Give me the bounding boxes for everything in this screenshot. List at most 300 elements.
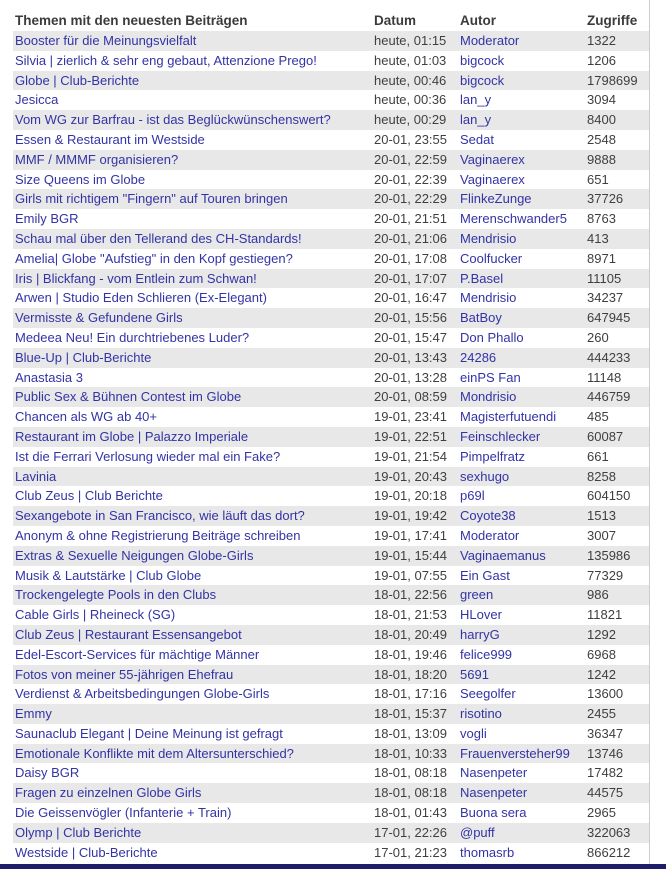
topic-link[interactable]: Olymp | Club Berichte: [15, 824, 142, 840]
author-cell: [458, 843, 585, 863]
author-link[interactable]: Vaginaerex: [460, 171, 525, 187]
topic-link[interactable]: Verdienst & Arbeitsbedingungen Globe-Girls: [15, 686, 270, 702]
topic-cell: [13, 843, 372, 863]
topic-link[interactable]: Emmy: [15, 706, 52, 722]
topic-cell: [13, 763, 372, 783]
topic-cell: [13, 486, 372, 506]
topic-date: 20-01, 23:55: [374, 131, 448, 147]
topic-cell: [13, 387, 372, 407]
table-row: [13, 150, 649, 170]
table-row: [13, 209, 649, 229]
author-link[interactable]: FlinkeZunge: [460, 191, 532, 207]
topic-views: 2548: [587, 131, 616, 147]
topic-link[interactable]: Medeea Neu! Ein durchtriebenes Luder?: [15, 329, 250, 345]
author-cell: [458, 763, 585, 783]
topic-link[interactable]: Die Geissenvögler (Infanterie + Train): [15, 805, 232, 821]
topic-views: 8763: [587, 211, 616, 227]
topic-cell: [13, 447, 372, 467]
topic-views: 2455: [587, 706, 616, 722]
table-row: [13, 486, 649, 506]
topic-link[interactable]: MMF / MMMF organisieren?: [15, 151, 179, 167]
table-row: [13, 348, 649, 368]
author-link[interactable]: P.Basel: [460, 270, 504, 286]
table-row: [13, 566, 649, 586]
topic-link[interactable]: Size Queens im Globe: [15, 171, 146, 187]
table-row: [13, 546, 649, 566]
topic-cell: [13, 288, 372, 308]
author-cell: [458, 269, 585, 289]
author-link[interactable]: green: [460, 587, 494, 603]
topic-date: 20-01, 21:06: [374, 230, 448, 246]
table-row: [13, 724, 649, 744]
topic-views: 3007: [587, 527, 616, 543]
table-body: [13, 31, 649, 862]
author-link[interactable]: Feinschlecker: [460, 428, 541, 444]
topic-link[interactable]: Musik & Lautstärke | Club Globe: [15, 567, 202, 583]
table-row: [13, 803, 649, 823]
author-cell: [458, 387, 585, 407]
topic-views: 11148: [587, 369, 622, 385]
topic-cell: [13, 526, 372, 546]
topic-cell: [13, 506, 372, 526]
topic-date: 19-01, 23:41: [374, 409, 448, 425]
table-row: [13, 368, 649, 388]
author-cell: [458, 625, 585, 645]
table-row: [13, 110, 649, 130]
author-link[interactable]: Moderator: [460, 33, 520, 48]
author-link[interactable]: 24286: [460, 349, 497, 365]
topic-views: 37726: [587, 191, 624, 207]
topic-link[interactable]: Globe | Club-Berichte: [15, 72, 140, 88]
topic-cell: [13, 566, 372, 586]
author-link[interactable]: Buona sera: [460, 805, 527, 821]
topic-cell: [13, 308, 372, 328]
topic-views: 135986: [587, 547, 631, 563]
table-row: [13, 71, 649, 91]
topic-views: 1798699: [587, 72, 638, 88]
topic-link[interactable]: Club Zeus | Club Berichte: [15, 488, 163, 504]
topic-date: 19-01, 20:18: [374, 488, 448, 504]
topic-link[interactable]: Emily BGR: [15, 211, 79, 227]
topic-views: 1242: [587, 666, 616, 682]
author-cell: [458, 110, 585, 130]
topic-cell: [13, 783, 372, 803]
topic-link[interactable]: Saunaclub Elegant | Deine Meinung ist gefragt: [15, 725, 283, 741]
table-row: [13, 605, 649, 625]
topic-link[interactable]: Daisy BGR: [15, 765, 80, 781]
topic-views: 77329: [587, 567, 624, 583]
topic-date: 20-01, 15:47: [374, 329, 448, 345]
topic-cell: [13, 368, 372, 388]
topic-views: 322063: [587, 824, 631, 840]
topic-cell: [13, 170, 372, 190]
author-link[interactable]: Mendrisio: [460, 230, 517, 246]
topic-views: 866212: [587, 844, 631, 860]
topic-link[interactable]: Westside | Club-Berichte: [15, 844, 158, 860]
author-link[interactable]: @puff: [460, 824, 495, 840]
author-link[interactable]: Ein Gast: [460, 567, 510, 583]
topic-views: 661: [587, 448, 609, 464]
author-cell: [458, 744, 585, 764]
table-header-row: [13, 10, 649, 31]
topic-link[interactable]: Arwen | Studio Eden Schlieren (Ex-Elegant): [15, 290, 267, 306]
topic-views: 651: [587, 171, 609, 187]
right-border-line: [649, 0, 650, 864]
author-link[interactable]: Pimpelfratz: [460, 448, 526, 464]
table-row: [13, 704, 649, 724]
author-link[interactable]: 5691: [460, 666, 489, 682]
topic-cell: [13, 803, 372, 823]
table-row: [13, 506, 649, 526]
author-cell: [458, 724, 585, 744]
topic-link[interactable]: Trockengelegte Pools in den Clubs: [15, 587, 217, 603]
topic-views: 44575: [587, 785, 624, 801]
author-cell: [458, 704, 585, 724]
table-row: [13, 645, 649, 665]
topic-date: 18-01, 20:49: [374, 626, 448, 642]
topic-date: 18-01, 01:43: [374, 805, 448, 821]
topic-date: 19-01, 15:44: [374, 547, 448, 563]
topic-link[interactable]: Chancen als WG ab 40+: [15, 409, 157, 425]
author-cell: [458, 546, 585, 566]
topic-date: 20-01, 22:59: [374, 151, 448, 167]
topic-views: 604150: [587, 488, 631, 504]
topic-link[interactable]: Lavinia: [15, 468, 57, 484]
author-link[interactable]: risotino: [460, 706, 502, 722]
topic-cell: [13, 724, 372, 744]
author-cell: [458, 51, 585, 71]
column-header-author: Autor: [460, 13, 496, 28]
topic-views: 34237: [587, 290, 624, 306]
author-cell: [458, 645, 585, 665]
table-row: [13, 783, 649, 803]
topic-views: 260: [587, 329, 609, 345]
table-row: [13, 744, 649, 764]
author-link[interactable]: bigcock: [460, 72, 505, 88]
column-header-views: Zugriffe: [587, 13, 638, 28]
author-link[interactable]: Mondrisio: [460, 389, 517, 405]
topic-views: 17482: [587, 765, 624, 781]
topic-views: 8400: [587, 112, 616, 128]
topic-link[interactable]: Public Sex & Bühnen Contest im Globe: [15, 389, 242, 405]
author-cell: [458, 467, 585, 487]
author-link[interactable]: Vaginaerex: [460, 151, 525, 167]
author-link[interactable]: HLover: [460, 607, 502, 623]
topic-date: heute, 00:46: [374, 72, 447, 88]
table-row: [13, 843, 649, 863]
author-cell: [458, 348, 585, 368]
topic-views: 9888: [587, 151, 616, 167]
topic-date: 18-01, 22:56: [374, 587, 448, 603]
topic-date: 18-01, 15:37: [374, 706, 448, 722]
topic-date: heute, 00:36: [374, 92, 447, 108]
topic-cell: [13, 189, 372, 209]
topic-views: 444233: [587, 349, 631, 365]
author-link[interactable]: Merenschwander5: [460, 211, 567, 227]
topic-cell: [13, 704, 372, 724]
author-cell: [458, 566, 585, 586]
topic-cell: [13, 645, 372, 665]
author-cell: [458, 684, 585, 704]
topic-link[interactable]: Fotos von meiner 55-jährigen Ehefrau: [15, 666, 234, 682]
author-cell: [458, 71, 585, 91]
topic-views: 1206: [587, 52, 616, 68]
topic-link[interactable]: Girls mit richtigem "Fingern" auf Touren bringen: [15, 191, 288, 207]
table-row: [13, 763, 649, 783]
topic-views: 11105: [587, 270, 622, 286]
table-row: [13, 427, 649, 447]
column-header-topics: Themen mit den neuesten Beiträgen: [15, 13, 248, 28]
author-cell: [458, 31, 585, 51]
topic-cell: [13, 546, 372, 566]
topic-link[interactable]: Emotionale Konflikte mit dem Altersunterschied?: [15, 745, 294, 761]
topic-date: 20-01, 22:39: [374, 171, 448, 187]
author-link[interactable]: lan_y: [460, 92, 492, 108]
topic-views: 8971: [587, 250, 616, 266]
topic-link[interactable]: Silvia | zierlich & sehr eng gebaut, Attenzione Prego!: [15, 52, 317, 68]
topic-date: heute, 01:15: [374, 33, 447, 48]
topic-cell: [13, 467, 372, 487]
table-row: [13, 625, 649, 645]
topic-date: 20-01, 17:08: [374, 250, 448, 266]
topic-link[interactable]: Schau mal über den Tellerand des CH-Standards!: [15, 230, 302, 246]
topic-cell: [13, 605, 372, 625]
topic-cell: [13, 665, 372, 685]
topic-cell: [13, 328, 372, 348]
topic-link[interactable]: Iris | Blickfang - vom Entlein zum Schwan!: [15, 270, 257, 286]
author-link[interactable]: Moderator: [460, 527, 520, 543]
topic-cell: [13, 407, 372, 427]
author-cell: [458, 585, 585, 605]
author-link[interactable]: Vaginaemanus: [460, 547, 546, 563]
topic-views: 13746: [587, 745, 624, 761]
table-row: [13, 189, 649, 209]
author-cell: [458, 328, 585, 348]
topic-date: 19-01, 17:41: [374, 527, 448, 543]
topic-link[interactable]: Essen & Restaurant im Westside: [15, 131, 205, 147]
author-cell: [458, 605, 585, 625]
author-cell: [458, 150, 585, 170]
topic-views: 11821: [587, 607, 623, 623]
author-link[interactable]: thomasrb: [460, 844, 515, 860]
author-cell: [458, 209, 585, 229]
author-link[interactable]: sexhugo: [460, 468, 510, 484]
topic-cell: [13, 348, 372, 368]
author-cell: [458, 368, 585, 388]
topic-link[interactable]: Anastasia 3: [15, 369, 83, 385]
topic-cell: [13, 684, 372, 704]
topic-date: 20-01, 17:07: [374, 270, 448, 286]
table-row: [13, 684, 649, 704]
topic-date: 19-01, 19:42: [374, 508, 448, 524]
bottom-divider-bar: [0, 864, 666, 869]
topic-link[interactable]: Vermisste & Gefundene Girls: [15, 310, 183, 326]
table-row: [13, 328, 649, 348]
topic-views: 1292: [587, 626, 616, 642]
table-row: [13, 229, 649, 249]
topic-date: 20-01, 15:56: [374, 310, 448, 326]
topic-date: heute, 00:29: [374, 112, 447, 128]
topic-link[interactable]: Fragen zu einzelnen Globe Girls: [15, 785, 202, 801]
topic-cell: [13, 31, 372, 51]
topic-views: 1513: [587, 508, 616, 524]
topic-views: 1322: [587, 33, 616, 48]
table-row: [13, 31, 649, 51]
column-header-date: Datum: [374, 13, 417, 28]
topic-cell: [13, 585, 372, 605]
author-link[interactable]: Coyote38: [460, 508, 516, 524]
author-cell: [458, 526, 585, 546]
author-link[interactable]: Sedat: [460, 131, 494, 147]
topic-views: 60087: [587, 428, 624, 444]
author-cell: [458, 130, 585, 150]
author-link[interactable]: Nasenpeter: [460, 785, 528, 801]
topic-date: 19-01, 07:55: [374, 567, 448, 583]
author-link[interactable]: felice999: [460, 646, 513, 662]
topic-link[interactable]: Anonym & ohne Registrierung Beiträge schreiben: [15, 527, 301, 543]
author-cell: [458, 486, 585, 506]
author-cell: [458, 506, 585, 526]
topic-cell: [13, 110, 372, 130]
topic-views: 8258: [587, 468, 616, 484]
table-row: [13, 585, 649, 605]
topic-cell: [13, 90, 372, 110]
author-cell: [458, 170, 585, 190]
author-link[interactable]: lan_y: [460, 112, 492, 128]
topic-link[interactable]: Edel-Escort-Services für mächtige Männer: [15, 646, 260, 662]
topic-date: 17-01, 21:23: [374, 844, 448, 860]
topic-link[interactable]: Club Zeus | Restaurant Essensangebot: [15, 626, 242, 642]
topic-date: 19-01, 22:51: [374, 428, 448, 444]
author-cell: [458, 803, 585, 823]
topic-cell: [13, 71, 372, 91]
author-cell: [458, 665, 585, 685]
topic-cell: [13, 823, 372, 843]
topic-link[interactable]: Ist die Ferrari Verlosung wieder mal ein Fake?: [15, 448, 281, 464]
topic-views: 647945: [587, 310, 631, 326]
topic-date: 20-01, 16:47: [374, 290, 448, 306]
author-link[interactable]: Seegolfer: [460, 686, 516, 702]
author-link[interactable]: Mendrisio: [460, 290, 517, 306]
table-row: [13, 288, 649, 308]
topic-link[interactable]: Jesicca: [15, 92, 59, 108]
author-link[interactable]: Frauenversteher99: [460, 745, 570, 761]
topic-cell: [13, 249, 372, 269]
table-row: [13, 51, 649, 71]
topic-link[interactable]: Blue-Up | Club-Berichte: [15, 349, 152, 365]
table-row: [13, 823, 649, 843]
author-link[interactable]: Don Phallo: [460, 329, 524, 345]
table-row: [13, 665, 649, 685]
topic-cell: [13, 229, 372, 249]
topic-date: 19-01, 21:54: [374, 448, 448, 464]
author-cell: [458, 407, 585, 427]
topic-cell: [13, 130, 372, 150]
author-cell: [458, 249, 585, 269]
topic-views: 36347: [587, 725, 624, 741]
topic-cell: [13, 269, 372, 289]
topic-link[interactable]: Restaurant im Globe | Palazzo Imperiale: [15, 428, 249, 444]
topic-date: 18-01, 10:33: [374, 745, 448, 761]
topic-date: 18-01, 21:53: [374, 607, 448, 623]
table-row: [13, 90, 649, 110]
table-row: [13, 407, 649, 427]
author-cell: [458, 229, 585, 249]
table-row: [13, 249, 649, 269]
author-link[interactable]: Magisterfutuendi: [460, 409, 557, 425]
topic-date: 18-01, 08:18: [374, 785, 448, 801]
table-row: [13, 447, 649, 467]
topic-date: 20-01, 08:59: [374, 389, 448, 405]
topic-date: 18-01, 17:16: [374, 686, 448, 702]
topic-date: 18-01, 08:18: [374, 765, 448, 781]
topic-date: 18-01, 13:09: [374, 725, 448, 741]
author-cell: [458, 447, 585, 467]
author-link[interactable]: p69l: [460, 488, 485, 504]
topic-views: 3094: [587, 92, 616, 108]
author-link[interactable]: harryG: [460, 626, 500, 642]
topic-views: 2965: [587, 805, 616, 821]
topic-cell: [13, 427, 372, 447]
author-link[interactable]: Coolfucker: [460, 250, 523, 266]
topic-views: 446759: [587, 389, 631, 405]
author-link[interactable]: einPS Fan: [460, 369, 521, 385]
author-cell: [458, 288, 585, 308]
topic-views: 6968: [587, 646, 616, 662]
topic-views: 986: [587, 587, 609, 603]
topic-cell: [13, 150, 372, 170]
topic-link[interactable]: Booster für die Meinungsvielfalt: [15, 33, 197, 48]
topic-date: 20-01, 13:43: [374, 349, 448, 365]
author-cell: [458, 90, 585, 110]
author-cell: [458, 189, 585, 209]
topic-date: 19-01, 20:43: [374, 468, 448, 484]
topic-link[interactable]: Cable Girls | Rheineck (SG): [15, 607, 176, 623]
topic-date: heute, 01:03: [374, 52, 447, 68]
author-link[interactable]: BatBoy: [460, 310, 502, 326]
author-cell: [458, 823, 585, 843]
author-cell: [458, 308, 585, 328]
topic-views: 413: [587, 230, 609, 246]
topic-cell: [13, 51, 372, 71]
topic-link[interactable]: Amelia| Globe "Aufstieg" in den Kopf gestiegen?: [15, 250, 293, 266]
author-cell: [458, 427, 585, 447]
table-row: [13, 130, 649, 150]
topic-date: 18-01, 18:20: [374, 666, 448, 682]
topic-cell: [13, 744, 372, 764]
topic-cell: [13, 209, 372, 229]
topic-date: 20-01, 21:51: [374, 211, 448, 227]
table-row: [13, 387, 649, 407]
table-row: [13, 467, 649, 487]
topic-link[interactable]: Sexangebote in San Francisco, wie läuft das dort?: [15, 508, 305, 524]
author-link[interactable]: bigcock: [460, 52, 505, 68]
table-row: [13, 170, 649, 190]
table-row: [13, 308, 649, 328]
topic-date: 20-01, 22:29: [374, 191, 448, 207]
topic-date: 20-01, 13:28: [374, 369, 448, 385]
topic-date: 18-01, 19:46: [374, 646, 448, 662]
topic-cell: [13, 625, 372, 645]
topic-link[interactable]: Extras & Sexuelle Neigungen Globe-Girls: [15, 547, 254, 563]
topics-table: [13, 10, 649, 862]
author-link[interactable]: vogli: [460, 725, 487, 741]
author-link[interactable]: Nasenpeter: [460, 765, 528, 781]
topic-views: 13600: [587, 686, 624, 702]
topic-views: 485: [587, 409, 609, 425]
topic-link[interactable]: Vom WG zur Barfrau - ist das Beglückwünschenswert?: [15, 112, 331, 128]
table-row: [13, 526, 649, 546]
